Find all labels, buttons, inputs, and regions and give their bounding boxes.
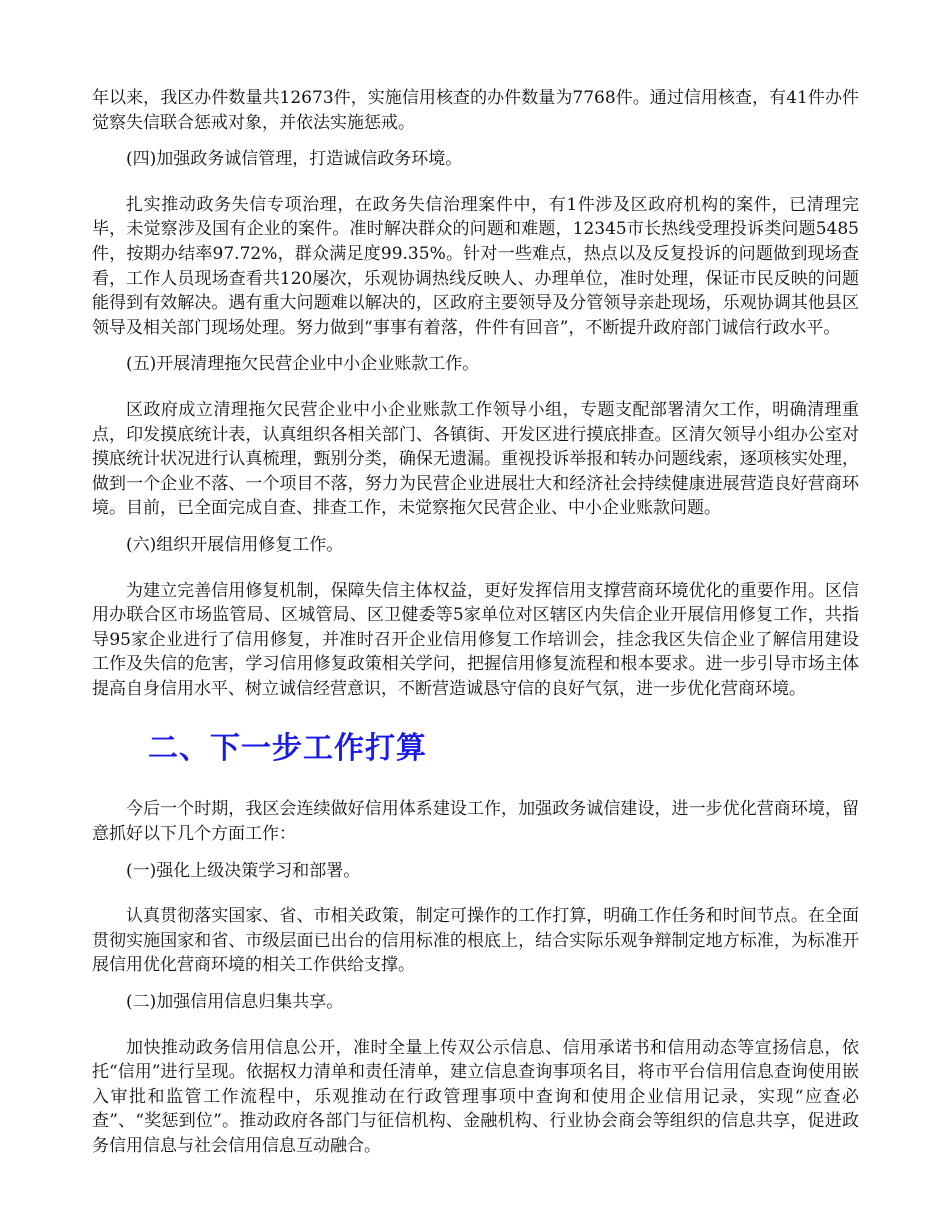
section-heading: 二、下一步工作打算 [148,731,427,767]
paragraph-continuation: 年以来，我区办件数量共12673件，实施信用核查的办件数量为7768件。通过信用核查，有41件办件觉察失信联合惩戒对象，并依法实施惩戒。 [92,88,859,133]
paragraph: 认真贯彻落实国家、省、市相关政策，制定可操作的工作打算，明确工作任务和时间节点。在全面贯彻实施国家和省、市级层面已出台的信用标准的根底上，结合实际乐观争辩制定地方标准，为标准开展信用优化营商环境的相关工作供给支撑。 [92,906,859,976]
subheading-6: (六)组织开展信用修复工作。 [126,534,344,555]
paragraph: 今后一个时期，我区会连续做好信用体系建设工作，加强政务诚信建设，进一步优化营商环境，留意抓好以下几个方面工作： [92,799,859,845]
document-page [92,86,859,1171]
subheading-4: (四)加强政务诚信管理，打造诚信政务环境。 [126,149,463,170]
subheading-2: (二)加强信用信息归集共享。 [126,992,344,1013]
subheading-1: (一)强化上级决策学习和部署。 [126,860,361,881]
paragraph: 区政府成立清理拖欠民营企业中小企业账款工作领导小组，专题支配部署清欠工作，明确清理重点，印发摸底统计表，认真组织各相关部门、各镇街、开发区进行摸底排查。区清欠领导小组办公室对摸底统计状况进行认真梳理，甄别分类，确保无遗漏。重视投诉举报和转办问题线索，逐项核实处理，做到一个企业不落、一个项目不落，努力为民营企业进展壮大和经济社会持续健康进展营造良好营商环境。目前，已全面完成自查、排查工作，未觉察拖欠民营企业、中小企业账款问题。 [92,399,859,519]
paragraph: 扎实推动政务失信专项治理，在政务失信治理案件中，有1件涉及区政府机构的案件，已清理完毕，未觉察涉及国有企业的案件。准时解决群众的问题和难题，12345市长热线受理投诉类问题5485件，按期办结率97.72%，群众满足度99.35%。针对一些难点，热点以及反复投诉的问题做到现场查看，工作人员现场查看共120屡次，乐观协调热线反映人、办理单位，准时处理，保证市民反映的问题能得到有效解决。遇有重大问题难以解决的，区政府主要领导及分管领导亲赴现场，乐观协调其他县区领导及相关部门现场处理。努力做到“事事有着落，件件有回音”，不断提升政府部门诚信行政水平。 [92,194,859,338]
paragraph: 加快推动政务信用信息公开，准时全量上传双公示信息、信用承诺书和信用动态等宣扬信息，依托“信用”进行呈现。依据权力清单和责任清单，建立信息查询事项名目，将市平台信用信息查询使用嵌入审批和监管工作流程中，乐观推动在行政管理事项中查询和使用企业信用记录，实现“应查必查”、“奖惩到位”。推动政府各部门与征信机构、金融机构、行业协会商会等组织的信息共享，促进政务信用信息与社会信用信息互动融合。 [92,1037,859,1156]
subheading-5: (五)开展清理拖欠民营企业中小企业账款工作。 [126,354,480,375]
paragraph: 为建立完善信用修复机制，保障失信主体权益，更好发挥信用支撑营商环境优化的重要作用。区信用办联合区市场监管局、区城管局、区卫健委等5家单位对区辖区内失信企业开展信用修复工作，共指导95家企业进行了信用修复，并准时召开企业信用修复工作培训会，挂念我区失信企业了解信用建设工作及失信的危害，学习信用修复政策相关学问，把握信用修复流程和根本要求。进一步引导市场主体提高自身信用水平、树立诚信经营意识，不断营造诚恳守信的良好气氛，进一步优化营商环境。 [92,580,859,699]
